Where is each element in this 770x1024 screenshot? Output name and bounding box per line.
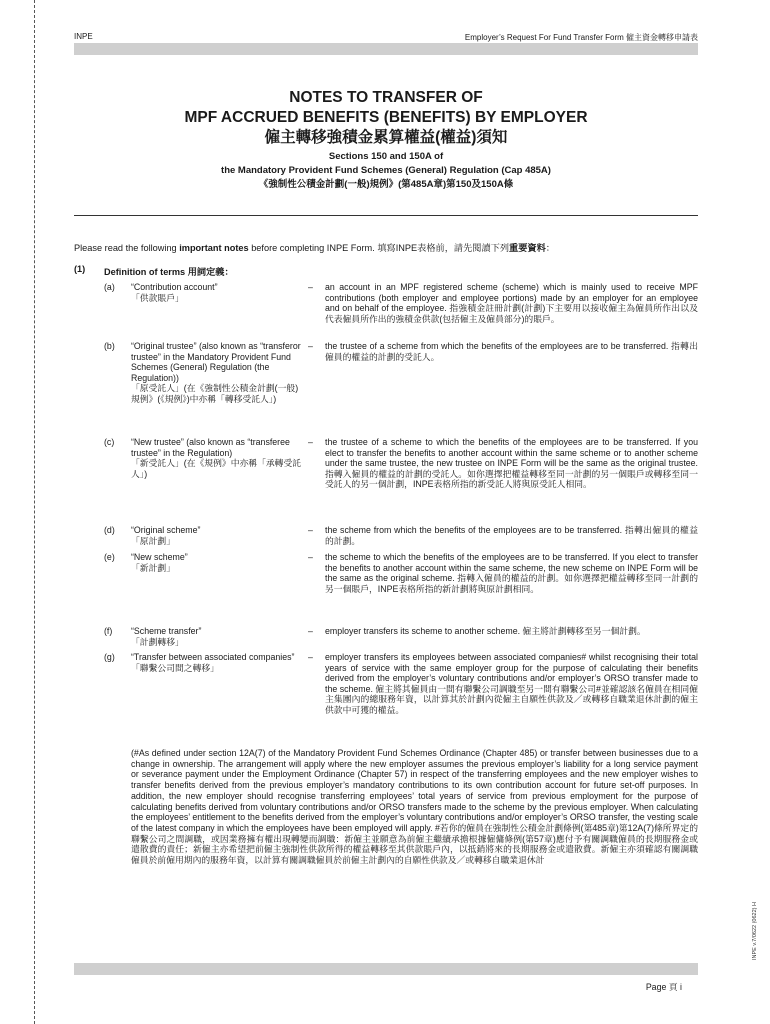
definition-label: (c) bbox=[104, 437, 115, 447]
definition-term: “Original trustee” (also known as “transferor trustee” in the Mandatory Provident Fund Schemes (General) Regulation (the Regulation)) 「原受託人」(在《強制性公積金計劃(一般)規例》(《規例》)中亦稱「轉移受託人」) bbox=[131, 341, 301, 404]
definition-term: “New trustee” (also known as “transferee trustee” in the Regulation) 「新受託人」(在《規例》中亦稱「承轉受託人」) bbox=[131, 437, 302, 479]
definition-description: the scheme to which the benefits of the employees are to be transferred. If you elect to transfer the benefits to another account within the same scheme, the new scheme on INPE Form will be the same as the original scheme. 指轉入僱員的權益的計劃。如你選擇把權益轉移至同一計劃的另一個賬戶，INPE表格所指的新計劃將與原計劃相同。 bbox=[325, 552, 698, 594]
definition-label: (a) bbox=[104, 282, 115, 292]
definition-description: the trustee of a scheme to which the benefits of the employees are to be transferred. If you elect to transfer the benefits to another account within the same scheme or to another scheme under the same trustee, the new trustee on INPE Form will be the same as the original trustee. 指轉入僱員的權益的計劃的受託人。如你選擇把權益轉移至同一計劃的另一個賬戶或轉移至同一受託人的另一個計劃，INPE表格所指的新受託人將與原受託人相同。 bbox=[325, 437, 698, 489]
definition-dash: – bbox=[308, 525, 313, 535]
definition-description: employer transfers its employees between associated companies# whilst recognising their total years of service with the same employer group for the purpose of calculating their benefits derived from the employer’s voluntary contributions and/or employer’s ORSO transfer made to the scheme. 僱主將其僱員由一間有聯繫公司調職至另一間有聯繫公司#並確認該名僱員在相同僱主集團內的總服務年資，以計算其於計劃內從僱主自願性供款及／或轉移自職業退休計劃的僱主供款中可獲的權益。 bbox=[325, 652, 698, 715]
definition-dash: – bbox=[308, 626, 313, 636]
document-title bbox=[74, 88, 698, 192]
definition-label: (f) bbox=[104, 626, 113, 636]
title-line-4: Sections 150 and 150A of bbox=[328, 151, 444, 162]
definition-dash: – bbox=[308, 282, 313, 292]
definition-dash: – bbox=[308, 552, 313, 562]
definition-term: “Transfer between associated companies” 「聯繫公司間之轉移」 bbox=[131, 652, 295, 673]
definition-dash: – bbox=[308, 652, 313, 662]
definition-item bbox=[74, 341, 698, 433]
definition-term: “Contribution account” 「供款賬戶」 bbox=[131, 282, 218, 303]
definitions-list bbox=[74, 282, 698, 756]
section-number: (1) bbox=[74, 264, 86, 274]
section-title: Definition of terms 用詞定義： bbox=[104, 267, 234, 277]
definition-item bbox=[74, 437, 698, 521]
header-form-title: Employer’s Request For Fund Transfer Form 僱主資金轉移申請表 bbox=[464, 33, 698, 42]
title-line-1: NOTES TO TRANSFER OF bbox=[289, 89, 483, 106]
definition-description: the trustee of a scheme from which the benefits of the employees are to be transferred. 指轉出僱員的權益的計劃的受託人。 bbox=[325, 341, 698, 362]
footer-band bbox=[74, 963, 698, 975]
form-version-code: INPE v.7/0622 (0622) H bbox=[752, 902, 758, 960]
definition-label: (e) bbox=[104, 552, 115, 562]
definition-description: an account in an MPF registered scheme (scheme) which is mainly used to receive MPF contributions (both employer and employee portions) made by an employer for an employee and on behalf of the employee. 指強積金註冊計劃(計劃)下主要用以接收僱主為僱員所作出以及代表僱員所作出的強積金供款(包括僱主及僱員部分)的賬戶。 bbox=[325, 282, 698, 324]
definition-label: (g) bbox=[104, 652, 115, 662]
definition-dash: – bbox=[308, 437, 313, 447]
definition-dash: – bbox=[308, 341, 313, 351]
definition-label: (d) bbox=[104, 525, 115, 535]
cut-line bbox=[34, 0, 35, 1024]
definition-description: the scheme from which the benefits of the employees are to be transferred. 指轉出僱員的權益的計劃。 bbox=[325, 525, 698, 546]
definition-item bbox=[74, 552, 698, 622]
title-line-6: 《強制性公積金計劃(一般)規例》(第485A章)第150及150A條 bbox=[258, 179, 514, 190]
definition-item bbox=[74, 525, 698, 548]
definition-item bbox=[74, 652, 698, 752]
definition-description: employer transfers its scheme to another scheme. 僱主將計劃轉移至另一個計劃。 bbox=[325, 626, 646, 636]
page-number: Page 頁 i bbox=[645, 982, 682, 992]
title-line-2: MPF ACCRUED BENEFITS (BENEFITS) BY EMPLOYER bbox=[184, 109, 588, 126]
definition-item bbox=[74, 626, 698, 648]
definition-term: “New scheme” 「新計劃」 bbox=[131, 552, 188, 573]
definition-item bbox=[74, 282, 698, 337]
definition-label: (b) bbox=[104, 341, 115, 351]
footnote: (#As defined under section 12A(7) of the Mandatory Provident Fund Schemes Ordinance (Chapter 485) or transfer between businesses due to a change in ownership. The arrangement will apply where the new employer assumes the previous employer’s liability for a long service payment or severance payment under the Employment Ordinance (Chapter 57) in respect of the transferring employees and the new employer wishes to transfer benefits derived from the previous employer’s mandatory contributions to its own contribution account for future set-off purposes. In addition, the new employer should recognise transferring employees’ total years of service from previous employment for the purpose of calculating benefits derived from voluntary contributions and/or ORSO transfers made to the scheme by the previous employer. When calculating the employees’ entitlement to the benefits derived from the employer’s voluntary contributions and/or employer’s ORSO transfer, the vesting scale of the latest company in which the employees have been employed will apply. #若你的僱員在強制性公積金計劃條例(第485章)第12A(7)條所界定的聯繫公司之間調職，或因業務擁有權出現轉變而調職：新僱主並願意為前僱主繼續承擔根據僱傭條例(第57章)應付予有關調職僱員的長期服務金或遣散費的責任；新僱主亦希望把前僱主強制性供款所得的權益轉移至其供款賬戶內，以抵銷將來的長期服務金或遣散費。新僱主亦須確認有關調職僱員於前僱用期內的服務年資，以計算有關調職僱員於前僱主計劃內的自願性供款及／或轉移自職業退休計 bbox=[131, 748, 698, 866]
header-band bbox=[74, 43, 698, 55]
definition-term: “Scheme transfer” 「計劃轉移」 bbox=[131, 626, 202, 647]
title-line-5: the Mandatory Provident Fund Schemes (General) Regulation (Cap 485A) bbox=[221, 165, 551, 176]
definition-term: “Original scheme” 「原計劃」 bbox=[131, 525, 201, 546]
header-form-code: INPE bbox=[74, 32, 93, 41]
intro-text: Please read the following important notes before completing INPE Form. 填寫INPE表格前，請先閱讀下列重要資料： bbox=[74, 243, 555, 253]
title-divider bbox=[74, 215, 698, 216]
title-line-3: 僱主轉移強積金累算權益(權益)須知 bbox=[264, 129, 508, 146]
